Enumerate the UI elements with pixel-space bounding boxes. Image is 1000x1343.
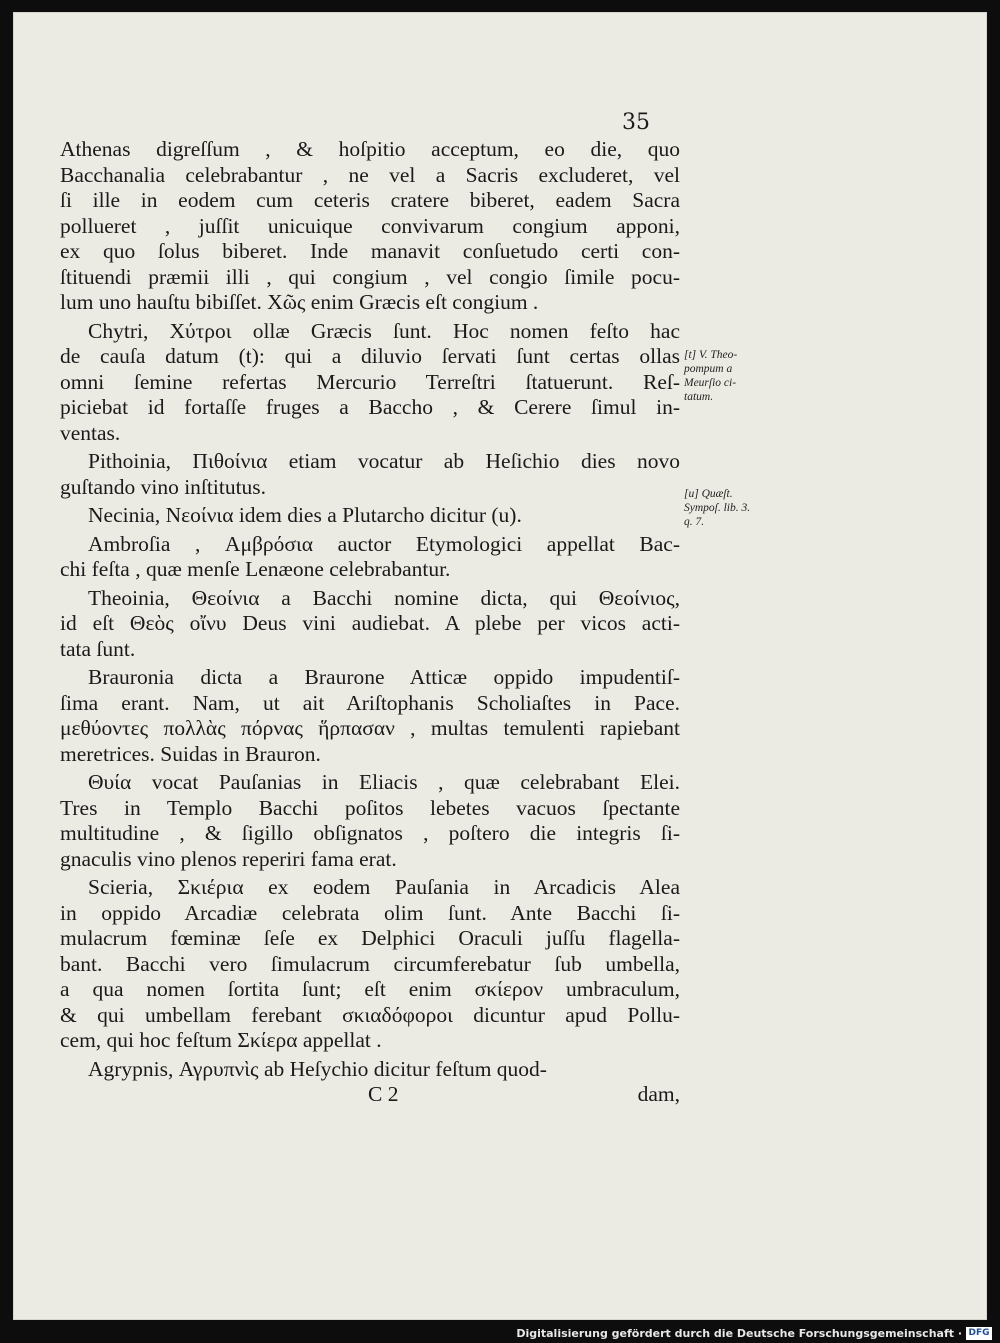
note-line: [t] V. Theo-	[684, 349, 738, 361]
text-line: multitudine , & ſigillo obſignatos , poſtero die integris ſi-	[60, 821, 680, 845]
text-line: μεθύοντες πολλὰς πόρνας ἥρπασαν , multas temulenti rapiebant	[60, 716, 680, 740]
signature-mark: C 2	[368, 1082, 399, 1106]
text-line: Ambroſia , Αμβρόσια auctor Etymologici appellat Bac-	[88, 531, 680, 556]
text-line: ex quo ſolus biberet. Inde manavit conſuetudo certi con-	[60, 239, 680, 263]
paragraph	[60, 875, 680, 1054]
paragraph	[60, 449, 680, 500]
text-line: Theoinia, Θεοίνια a Bacchi nomine dicta, qui Θεοίνιος,	[88, 585, 680, 610]
note-line: q. 7.	[684, 516, 705, 528]
text-line: Necinia, Νεοίνια idem dies a Plutarcho dicitur (u).	[88, 503, 522, 527]
text-line: ſima erant. Nam, ut ait Ariſtophanis Scholiaſtes in Pace.	[60, 690, 680, 715]
marginal-note-t	[684, 348, 794, 404]
text-line: Tres in Templo Bacchi poſitos lebetes vacuos ſpectante	[60, 795, 680, 820]
text-line: guſtando vino inſtitutus.	[60, 474, 267, 499]
paragraph	[60, 503, 680, 529]
paragraph	[60, 665, 680, 767]
note-line: Sympoſ. lib. 3.	[684, 502, 751, 514]
marginal-note-u	[684, 487, 794, 529]
catchword: dam,	[637, 1082, 680, 1106]
text-line: ſtituendi præmii illi , qui congium , vel congio ſimile pocu-	[60, 264, 680, 289]
text-line: pollueret , juſſit unicuique convivarum congium apponi,	[60, 213, 680, 238]
note-line: pompum a	[684, 363, 733, 375]
text-line: Agrypnis, Αγρυπνὶς ab Heſychio dicitur feſtum quod-	[88, 1056, 547, 1081]
paragraph	[60, 532, 680, 583]
paragraph	[60, 586, 680, 663]
text-line: mulacrum fœminæ ſeſe ex Delphici Oraculi juſſu flagella-	[60, 926, 680, 950]
paragraph	[60, 137, 680, 316]
note-line: [u] Quæſt.	[684, 488, 733, 500]
text-line: Brauronia dicta a Braurone Atticæ oppido impudentiſ-	[88, 665, 680, 689]
text-line: tata ſunt.	[60, 636, 136, 661]
body-text	[60, 137, 680, 1085]
text-line: Scieria, Σκιέρια ex eodem Pauſania in Arcadicis Alea	[88, 875, 680, 899]
paragraph	[60, 1057, 680, 1083]
note-line: tatum.	[684, 391, 714, 403]
page-number: 35	[622, 110, 650, 135]
footer-credit: Digitalisierung gefördert durch die Deutsche Forschungsgemeinschaft ·	[516, 1327, 962, 1340]
paragraph	[60, 319, 680, 447]
text-line: Bacchanalia celebrabantur , ne vel a Sacris excluderet, vel	[60, 162, 680, 187]
dfg-logo: DFG	[966, 1327, 992, 1340]
text-line: id eſt Θεὸς οἴνυ Deus vini audiebat. A plebe per vicos acti-	[60, 611, 680, 635]
digitization-footer	[0, 1325, 1000, 1343]
text-line: Athenas digreſſum , & hoſpitio acceptum, eo die, quo	[60, 137, 680, 161]
text-line: de cauſa datum (t): qui a diluvio ſervati ſunt certas ollas	[60, 344, 680, 368]
text-line: bant. Bacchi vero ſimulacrum circumferebatur ſub umbella,	[60, 951, 680, 976]
text-line: gnaculis vino plenos reperiri fama erat.	[60, 846, 397, 871]
text-line: & qui umbellam ferebant σκιαδόφοροι dicuntur apud Pollu-	[60, 1002, 680, 1027]
text-line: Pithoinia, Πιθοίνια etiam vocatur ab Heſichio dies novo	[88, 449, 680, 473]
paragraph	[60, 770, 680, 872]
text-line: chi feſta , quæ menſe Lenæone celebrabantur.	[60, 557, 451, 581]
text-line: piciebat id fortaſſe fruges a Baccho , & Cerere ſimul in-	[60, 395, 680, 419]
page-foot	[60, 1082, 680, 1108]
text-line: Θυία vocat Pauſanias in Eliacis , quæ celebrabant Elei.	[88, 770, 680, 794]
note-line: Meurſio ci-	[684, 377, 737, 389]
text-line: Chytri, Χύτροι ollæ Græcis ſunt. Hoc nomen feſto hac	[88, 318, 680, 343]
text-line: lum uno hauſtu bibiſſet. Χῶς enim Græcis eſt congium .	[60, 290, 539, 314]
text-line: ventas.	[60, 420, 121, 445]
text-line: cem, qui hoc feſtum Σκίερα appellat .	[60, 1028, 382, 1052]
text-line: ſi ille in eodem cum ceteris cratere biberet, eadem Sacra	[60, 188, 680, 212]
text-line: a qua nomen ſortita ſunt; eſt enim σκίερον umbraculum,	[60, 977, 680, 1001]
text-line: meretrices. Suidas in Brauron.	[60, 741, 321, 766]
text-line: in oppido Arcadiæ celebrata olim ſunt. Ante Bacchi ſi-	[60, 900, 680, 925]
text-line: omni ſemine refertas Mercurio Terreſtri ſtatuerunt. Reſ-	[60, 369, 680, 394]
